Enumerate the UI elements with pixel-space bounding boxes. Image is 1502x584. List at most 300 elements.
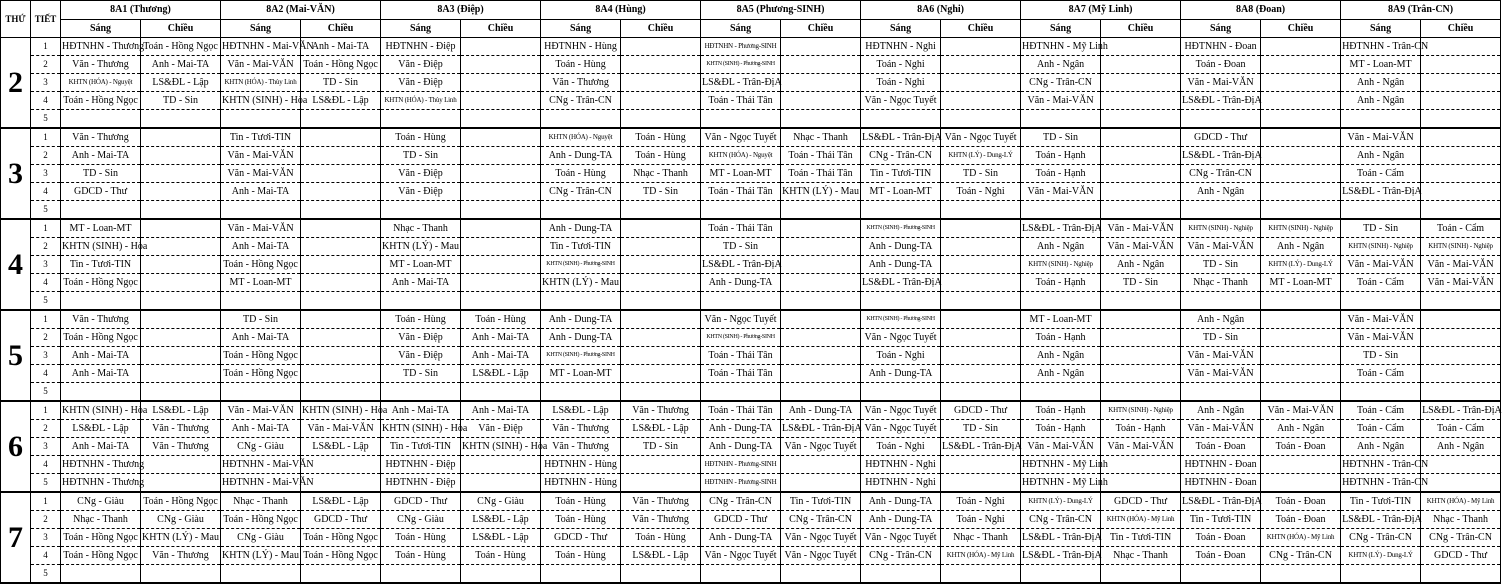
timetable-cell: KHTN (HÓA) - Thùy Linh bbox=[381, 92, 461, 110]
timetable-cell: Toán - Đoan bbox=[1261, 438, 1341, 456]
timetable-cell: TD - Sin bbox=[1021, 128, 1101, 147]
timetable-cell bbox=[1421, 74, 1501, 92]
timetable-cell: HĐTNHN - Trân-CN bbox=[1341, 474, 1421, 493]
timetable-cell: HĐTNHN - Điệp bbox=[381, 38, 461, 56]
timetable-cell bbox=[461, 201, 541, 220]
timetable-cell bbox=[61, 292, 141, 311]
timetable-cell bbox=[941, 38, 1021, 56]
period-number: 5 bbox=[31, 383, 61, 402]
timetable-cell bbox=[301, 347, 381, 365]
timetable-cell: Toán - Nghi bbox=[941, 492, 1021, 511]
timetable-cell: Toán - Hồng Ngọc bbox=[141, 38, 221, 56]
timetable-cell: LS&ĐL - Lập bbox=[461, 365, 541, 383]
period-number: 3 bbox=[31, 529, 61, 547]
timetable-cell: Toán - Cẩm bbox=[1341, 365, 1421, 383]
timetable-cell bbox=[461, 219, 541, 238]
timetable-cell: LS&ĐL - Trân-ĐịA bbox=[941, 438, 1021, 456]
timetable-cell: LS&ĐL - Lập bbox=[61, 420, 141, 438]
timetable-cell bbox=[301, 383, 381, 402]
timetable-cell: Văn - Điệp bbox=[381, 183, 461, 201]
timetable-cell: HĐTNHN - Mỹ Linh bbox=[1021, 456, 1101, 474]
timetable-cell: Anh - Mai-TA bbox=[61, 438, 141, 456]
timetable-cell bbox=[1101, 92, 1181, 110]
timetable-cell bbox=[781, 383, 861, 402]
timetable-cell: HĐTNHN - Nghi bbox=[861, 38, 941, 56]
timetable-cell: LS&ĐL - Trân-ĐịA bbox=[781, 420, 861, 438]
period-row bbox=[1, 92, 1501, 110]
timetable-cell: HĐTNHN - Mỹ Linh bbox=[1021, 38, 1101, 56]
timetable-cell: Văn - Mai-VĂN bbox=[1261, 401, 1341, 420]
timetable-cell bbox=[701, 201, 781, 220]
timetable-cell: KHTN (HÓA) - Mỹ Linh bbox=[941, 547, 1021, 565]
timetable-cell: Toán - Đoan bbox=[1181, 56, 1261, 74]
timetable-cell: Anh - Mai-TA bbox=[461, 329, 541, 347]
timetable-cell: Toán - Hồng Ngọc bbox=[61, 92, 141, 110]
timetable-cell: KHTN (SINH) - Hòa bbox=[461, 438, 541, 456]
timetable-cell bbox=[1341, 110, 1421, 129]
timetable-cell: Toán - Nghi bbox=[861, 438, 941, 456]
timetable-cell bbox=[1101, 74, 1181, 92]
class-header: 8A3 (Điệp) bbox=[381, 1, 541, 20]
timetable-cell: Toán - Nghi bbox=[941, 183, 1021, 201]
timetable-cell bbox=[461, 256, 541, 274]
timetable-cell bbox=[861, 110, 941, 129]
timetable-cell: Văn - Mai-VĂN bbox=[301, 420, 381, 438]
timetable-cell: Anh - Dung-TA bbox=[861, 238, 941, 256]
timetable-cell bbox=[61, 565, 141, 584]
timetable-cell: Anh - Ngân bbox=[1341, 147, 1421, 165]
timetable-cell: Anh - Ngân bbox=[1021, 238, 1101, 256]
timetable-cell: KHTN (SINH) - Nghiệp bbox=[1181, 219, 1261, 238]
timetable-cell: LS&ĐL - Trân-ĐịA bbox=[1181, 92, 1261, 110]
timetable-cell: KHTN (HÓA) - Nguyệt bbox=[701, 147, 781, 165]
timetable-cell: HĐTNHN - Trân-CN bbox=[1341, 456, 1421, 474]
period-number: 5 bbox=[31, 565, 61, 584]
timetable-cell bbox=[1421, 92, 1501, 110]
timetable-cell bbox=[781, 474, 861, 493]
timetable-cell bbox=[461, 74, 541, 92]
timetable-cell bbox=[141, 347, 221, 365]
timetable-cell bbox=[861, 201, 941, 220]
timetable-cell: LS&ĐL - Trân-ĐịA bbox=[701, 74, 781, 92]
timetable-cell bbox=[301, 329, 381, 347]
timetable-cell: Nhạc - Thanh bbox=[1101, 547, 1181, 565]
timetable-cell: Toán - Đoan bbox=[1181, 547, 1261, 565]
timetable-cell bbox=[1421, 456, 1501, 474]
timetable-cell: KHTN (LÝ) - Dung-LÝ bbox=[1341, 547, 1421, 565]
timetable-cell bbox=[1421, 201, 1501, 220]
timetable-cell: Toán - Hùng bbox=[621, 147, 701, 165]
timetable-cell: Toán - Hùng bbox=[381, 128, 461, 147]
timetable-cell: LS&ĐL - Trân-ĐịA bbox=[861, 128, 941, 147]
timetable-cell bbox=[381, 292, 461, 311]
period-number: 3 bbox=[31, 165, 61, 183]
timetable-cell bbox=[1261, 165, 1341, 183]
chieu-header: Chiều bbox=[1261, 20, 1341, 38]
timetable-cell: KHTN (SINH) - Nghiệp bbox=[1341, 238, 1421, 256]
timetable-cell bbox=[1421, 329, 1501, 347]
timetable-cell: CNg - Trân-CN bbox=[1021, 74, 1101, 92]
timetable-cell: HĐTNHN - Mai-VĂN bbox=[221, 456, 301, 474]
timetable-cell bbox=[941, 474, 1021, 493]
timetable-cell: Toán - Thái Tân bbox=[781, 147, 861, 165]
timetable-cell: Toán - Hùng bbox=[541, 511, 621, 529]
timetable-cell bbox=[1421, 383, 1501, 402]
timetable-cell bbox=[621, 110, 701, 129]
timetable-cell: TD - Sin bbox=[621, 183, 701, 201]
timetable-cell bbox=[461, 165, 541, 183]
period-number: 3 bbox=[31, 256, 61, 274]
timetable-cell: LS&ĐL - Trân-ĐịA bbox=[1181, 492, 1261, 511]
timetable-cell bbox=[941, 256, 1021, 274]
timetable-cell bbox=[1421, 110, 1501, 129]
timetable-cell bbox=[941, 74, 1021, 92]
timetable-cell: Anh - Ngân bbox=[1261, 420, 1341, 438]
timetable-cell: Anh - Mai-TA bbox=[461, 347, 541, 365]
timetable-cell: Văn - Mai-VĂN bbox=[1021, 92, 1101, 110]
timetable-cell bbox=[141, 165, 221, 183]
timetable-cell bbox=[1261, 383, 1341, 402]
timetable-cell bbox=[141, 238, 221, 256]
timetable-cell: Toán - Hùng bbox=[621, 529, 701, 547]
period-row bbox=[1, 238, 1501, 256]
timetable-cell: KHTN (SINH) - Hòa bbox=[221, 92, 301, 110]
timetable-cell bbox=[781, 219, 861, 238]
timetable-cell: Anh - Ngân bbox=[1341, 74, 1421, 92]
header-row-sessions bbox=[1, 20, 1501, 38]
timetable-cell: Tin - Tươi-TIN bbox=[781, 492, 861, 511]
timetable-cell: Toán - Đoan bbox=[1261, 492, 1341, 511]
period-number: 1 bbox=[31, 492, 61, 511]
timetable-cell: GDCD - Thư bbox=[61, 183, 141, 201]
timetable-cell bbox=[1421, 347, 1501, 365]
day-label: 7 bbox=[1, 492, 31, 583]
timetable-cell: Văn - Ngọc Tuyết bbox=[861, 529, 941, 547]
timetable-cell: KHTN (SINH) - Nghiệp bbox=[1421, 238, 1501, 256]
timetable-cell: Toán - Nghi bbox=[861, 74, 941, 92]
timetable-cell: Anh - Mai-TA bbox=[221, 183, 301, 201]
timetable-cell bbox=[941, 565, 1021, 584]
chieu-header: Chiều bbox=[781, 20, 861, 38]
timetable-cell: Anh - Dung-TA bbox=[701, 529, 781, 547]
timetable-cell bbox=[781, 110, 861, 129]
timetable-cell: CNg - Trân-CN bbox=[541, 92, 621, 110]
timetable-cell: LS&ĐL - Trân-ĐịA bbox=[1341, 183, 1421, 201]
timetable-cell: Văn - Ngọc Tuyết bbox=[701, 547, 781, 565]
timetable-cell bbox=[221, 292, 301, 311]
timetable-cell: Anh - Dung-TA bbox=[861, 511, 941, 529]
timetable-cell: Toán - Hồng Ngọc bbox=[61, 274, 141, 292]
timetable-cell bbox=[381, 383, 461, 402]
period-row bbox=[1, 147, 1501, 165]
timetable-cell: KHTN (HÓA) - Mỹ Linh bbox=[1101, 511, 1181, 529]
timetable-cell: Anh - Ngân bbox=[1181, 401, 1261, 420]
timetable-cell bbox=[1021, 383, 1101, 402]
timetable-cell: Văn - Ngọc Tuyết bbox=[781, 547, 861, 565]
period-row bbox=[1, 420, 1501, 438]
timetable-cell bbox=[141, 310, 221, 329]
sang-header: Sáng bbox=[701, 20, 781, 38]
chieu-header: Chiều bbox=[1101, 20, 1181, 38]
period-number: 1 bbox=[31, 401, 61, 420]
timetable-cell bbox=[781, 365, 861, 383]
timetable-cell: Văn - Mai-VĂN bbox=[221, 401, 301, 420]
timetable-cell bbox=[1101, 474, 1181, 493]
timetable-cell: LS&ĐL - Trân-ĐịA bbox=[1341, 511, 1421, 529]
timetable-cell bbox=[941, 292, 1021, 311]
timetable-cell bbox=[941, 456, 1021, 474]
period-row bbox=[1, 365, 1501, 383]
timetable-cell: TD - Sin bbox=[621, 438, 701, 456]
period-number: 2 bbox=[31, 511, 61, 529]
timetable-cell: Toán - Hồng Ngọc bbox=[61, 547, 141, 565]
period-row bbox=[1, 310, 1501, 329]
timetable-cell: Toán - Hồng Ngọc bbox=[61, 329, 141, 347]
timetable-cell: CNg - Trân-CN bbox=[1341, 529, 1421, 547]
timetable-cell: TD - Sin bbox=[701, 238, 781, 256]
timetable-cell bbox=[1421, 565, 1501, 584]
timetable-cell: Toán - Hạnh bbox=[1021, 329, 1101, 347]
timetable-cell: Văn - Mai-VĂN bbox=[1021, 438, 1101, 456]
timetable-cell: Toán - Hùng bbox=[541, 547, 621, 565]
timetable-cell bbox=[141, 329, 221, 347]
timetable-cell: Văn - Mai-VĂN bbox=[1181, 238, 1261, 256]
period-row bbox=[1, 474, 1501, 493]
timetable-cell bbox=[61, 383, 141, 402]
timetable-cell bbox=[781, 310, 861, 329]
timetable-cell bbox=[621, 256, 701, 274]
timetable-cell: Anh - Ngân bbox=[1021, 365, 1101, 383]
timetable-cell: Toán - Thái Tân bbox=[701, 365, 781, 383]
timetable-cell: Toán - Hồng Ngọc bbox=[301, 547, 381, 565]
period-row bbox=[1, 38, 1501, 56]
timetable-cell: KHTN (SINH) - Phương-SINH bbox=[701, 329, 781, 347]
timetable-cell: HĐTNHN - Phương-SINH bbox=[701, 474, 781, 493]
timetable-cell: LS&ĐL - Lập bbox=[461, 529, 541, 547]
timetable-cell: CNg - Giàu bbox=[461, 492, 541, 511]
timetable-cell: LS&ĐL - Trân-ĐịA bbox=[1421, 401, 1501, 420]
timetable-cell bbox=[1261, 128, 1341, 147]
timetable-cell bbox=[1421, 147, 1501, 165]
chieu-header: Chiều bbox=[301, 20, 381, 38]
timetable-cell bbox=[541, 565, 621, 584]
timetable-cell: Anh - Mai-TA bbox=[61, 147, 141, 165]
timetable-cell: Văn - Ngọc Tuyết bbox=[861, 401, 941, 420]
timetable-cell: GDCD - Thư bbox=[541, 529, 621, 547]
timetable-cell: Văn - Thương bbox=[61, 56, 141, 74]
period-number: 2 bbox=[31, 56, 61, 74]
timetable-cell bbox=[141, 456, 221, 474]
period-number: 5 bbox=[31, 110, 61, 129]
timetable-cell bbox=[141, 565, 221, 584]
timetable-cell bbox=[461, 147, 541, 165]
timetable-cell bbox=[301, 110, 381, 129]
timetable-cell: Toán - Hùng bbox=[461, 547, 541, 565]
timetable-cell: Anh - Mai-TA bbox=[381, 274, 461, 292]
timetable-cell: Toán - Hồng Ngọc bbox=[61, 529, 141, 547]
timetable-cell: KHTN (SINH) - Phương-SINH bbox=[861, 310, 941, 329]
timetable-cell bbox=[461, 565, 541, 584]
day-label: 4 bbox=[1, 219, 31, 310]
timetable-cell bbox=[301, 365, 381, 383]
timetable-cell bbox=[301, 165, 381, 183]
timetable-cell: CNg - Trân-CN bbox=[1261, 547, 1341, 565]
timetable-cell: Nhạc - Thanh bbox=[621, 165, 701, 183]
timetable-cell: Toán - Thái Tân bbox=[701, 219, 781, 238]
period-number: 4 bbox=[31, 274, 61, 292]
timetable-cell bbox=[1101, 292, 1181, 311]
timetable-cell: HĐTNHN - Mỹ Linh bbox=[1021, 474, 1101, 493]
timetable-cell bbox=[221, 201, 301, 220]
period-number: 4 bbox=[31, 365, 61, 383]
timetable-cell: HĐTNHN - Phương-SINH bbox=[701, 456, 781, 474]
timetable-cell: Toán - Thái Tân bbox=[701, 183, 781, 201]
timetable-cell: MT - Loan-MT bbox=[61, 219, 141, 238]
timetable-cell bbox=[941, 110, 1021, 129]
timetable-cell: CNg - Trân-CN bbox=[1021, 511, 1101, 529]
timetable-cell bbox=[941, 219, 1021, 238]
timetable-cell bbox=[781, 201, 861, 220]
timetable-cell bbox=[781, 38, 861, 56]
timetable-cell: Toán - Hạnh bbox=[1101, 420, 1181, 438]
timetable-cell: Toán - Thái Tân bbox=[701, 92, 781, 110]
timetable-cell: KHTN (SINH) - Hòa bbox=[61, 238, 141, 256]
timetable-cell: Toán - Hồng Ngọc bbox=[221, 347, 301, 365]
timetable-cell: Văn - Mai-VĂN bbox=[1341, 128, 1421, 147]
timetable-cell bbox=[621, 274, 701, 292]
timetable-cell: Tin - Tươi-TIN bbox=[1181, 511, 1261, 529]
timetable-cell: TD - Sin bbox=[381, 365, 461, 383]
timetable-cell: Anh - Mai-TA bbox=[221, 238, 301, 256]
timetable-cell bbox=[1421, 474, 1501, 493]
period-row bbox=[1, 165, 1501, 183]
timetable-cell: Văn - Điệp bbox=[381, 347, 461, 365]
timetable-cell: Toán - Cẩm bbox=[1341, 420, 1421, 438]
timetable-cell: Văn - Thương bbox=[141, 438, 221, 456]
timetable-cell: Toán - Hạnh bbox=[1021, 165, 1101, 183]
timetable-cell bbox=[1101, 38, 1181, 56]
timetable-cell bbox=[621, 383, 701, 402]
timetable-cell: Anh - Ngân bbox=[1421, 438, 1501, 456]
timetable-cell: LS&ĐL - Lập bbox=[301, 92, 381, 110]
timetable-cell: TD - Sin bbox=[1341, 219, 1421, 238]
timetable-cell bbox=[541, 292, 621, 311]
timetable-cell: Toán - Đoan bbox=[1181, 529, 1261, 547]
timetable-cell bbox=[141, 219, 221, 238]
timetable-cell: Văn - Mai-VĂN bbox=[221, 56, 301, 74]
period-number: 1 bbox=[31, 310, 61, 329]
period-number: 2 bbox=[31, 420, 61, 438]
timetable-cell: Nhạc - Thanh bbox=[61, 511, 141, 529]
timetable-cell: HĐTNHN - Mai-VĂN bbox=[221, 38, 301, 56]
timetable-cell: Văn - Ngọc Tuyết bbox=[861, 329, 941, 347]
timetable-cell: Anh - Dung-TA bbox=[541, 329, 621, 347]
timetable-cell: Toán - Hồng Ngọc bbox=[301, 56, 381, 74]
timetable-cell: HĐTNHN - Đoan bbox=[1181, 474, 1261, 493]
timetable-cell: GDCD - Thư bbox=[1421, 547, 1501, 565]
timetable-cell: Toán - Hạnh bbox=[1021, 147, 1101, 165]
sang-header: Sáng bbox=[861, 20, 941, 38]
period-row bbox=[1, 56, 1501, 74]
timetable-cell: HĐTNHN - Đoan bbox=[1181, 38, 1261, 56]
timetable-cell: HĐTNHN - Nghi bbox=[861, 456, 941, 474]
timetable-cell: LS&ĐL - Trân-ĐịA bbox=[1021, 547, 1101, 565]
timetable-cell bbox=[781, 92, 861, 110]
timetable-cell: LS&ĐL - Lập bbox=[621, 547, 701, 565]
period-number: 4 bbox=[31, 92, 61, 110]
timetable-cell bbox=[461, 38, 541, 56]
timetable-cell: KHTN (SINH) - Phương-SINH bbox=[541, 256, 621, 274]
timetable-cell: Văn - Điệp bbox=[381, 329, 461, 347]
timetable-cell: Văn - Ngọc Tuyết bbox=[861, 92, 941, 110]
timetable-cell: Nhạc - Thanh bbox=[781, 128, 861, 147]
timetable-cell: Văn - Ngọc Tuyết bbox=[861, 420, 941, 438]
period-row bbox=[1, 201, 1501, 220]
timetable-cell bbox=[61, 110, 141, 129]
timetable-cell bbox=[1101, 456, 1181, 474]
timetable-cell bbox=[141, 183, 221, 201]
timetable-cell: Toán - Hùng bbox=[381, 529, 461, 547]
thu-header: THỨ bbox=[1, 1, 31, 38]
day-label: 5 bbox=[1, 310, 31, 401]
period-number: 1 bbox=[31, 38, 61, 56]
timetable-cell bbox=[301, 274, 381, 292]
timetable-cell bbox=[781, 329, 861, 347]
timetable-cell: Anh - Ngân bbox=[1021, 347, 1101, 365]
tiet-header: TIẾT bbox=[31, 1, 61, 38]
timetable-cell: Văn - Mai-VĂN bbox=[1181, 365, 1261, 383]
period-row bbox=[1, 183, 1501, 201]
timetable-cell bbox=[941, 365, 1021, 383]
timetable-cell: Toán - Nghi bbox=[861, 347, 941, 365]
timetable-cell bbox=[1181, 383, 1261, 402]
timetable-cell bbox=[381, 110, 461, 129]
chieu-header: Chiều bbox=[941, 20, 1021, 38]
class-header: 8A1 (Thương) bbox=[61, 1, 221, 20]
timetable-cell: Văn - Điệp bbox=[381, 165, 461, 183]
timetable-cell: Văn - Thương bbox=[621, 401, 701, 420]
timetable-cell: LS&ĐL - Trân-ĐịA bbox=[1021, 529, 1101, 547]
timetable-cell: MT - Loan-MT bbox=[221, 274, 301, 292]
timetable-cell bbox=[1261, 38, 1341, 56]
period-row bbox=[1, 256, 1501, 274]
timetable-cell: KHTN (SINH) - Nghiệp bbox=[1261, 219, 1341, 238]
timetable-cell bbox=[141, 365, 221, 383]
timetable-cell bbox=[1261, 347, 1341, 365]
timetable-cell: Văn - Thương bbox=[541, 74, 621, 92]
timetable-cell bbox=[701, 292, 781, 311]
timetable-cell: Toán - Thái Tân bbox=[781, 165, 861, 183]
timetable-cell bbox=[301, 565, 381, 584]
timetable-cell: Anh - Ngân bbox=[1261, 238, 1341, 256]
timetable-cell: CNg - Trân-CN bbox=[1181, 165, 1261, 183]
timetable-cell: TD - Sin bbox=[941, 165, 1021, 183]
timetable-cell: Tin - Tươi-TIN bbox=[861, 165, 941, 183]
timetable-cell: Văn - Điệp bbox=[381, 56, 461, 74]
timetable-cell: HĐTNHN - Thương bbox=[61, 38, 141, 56]
timetable-cell: LS&ĐL - Trân-ĐịA bbox=[1181, 147, 1261, 165]
timetable-cell: KHTN (SINH) - Nghiệp bbox=[1101, 401, 1181, 420]
class-header: 8A7 (Mỹ Linh) bbox=[1021, 1, 1181, 20]
class-header: 8A5 (Phương-SINH) bbox=[701, 1, 861, 20]
class-header: 8A9 (Trân-CN) bbox=[1341, 1, 1501, 20]
period-number: 3 bbox=[31, 74, 61, 92]
timetable-cell bbox=[301, 147, 381, 165]
timetable-cell: Toán - Cẩm bbox=[1341, 165, 1421, 183]
timetable-cell: TD - Sin bbox=[1101, 274, 1181, 292]
timetable-cell: Anh - Mai-TA bbox=[381, 401, 461, 420]
timetable-cell: Toán - Hùng bbox=[381, 547, 461, 565]
